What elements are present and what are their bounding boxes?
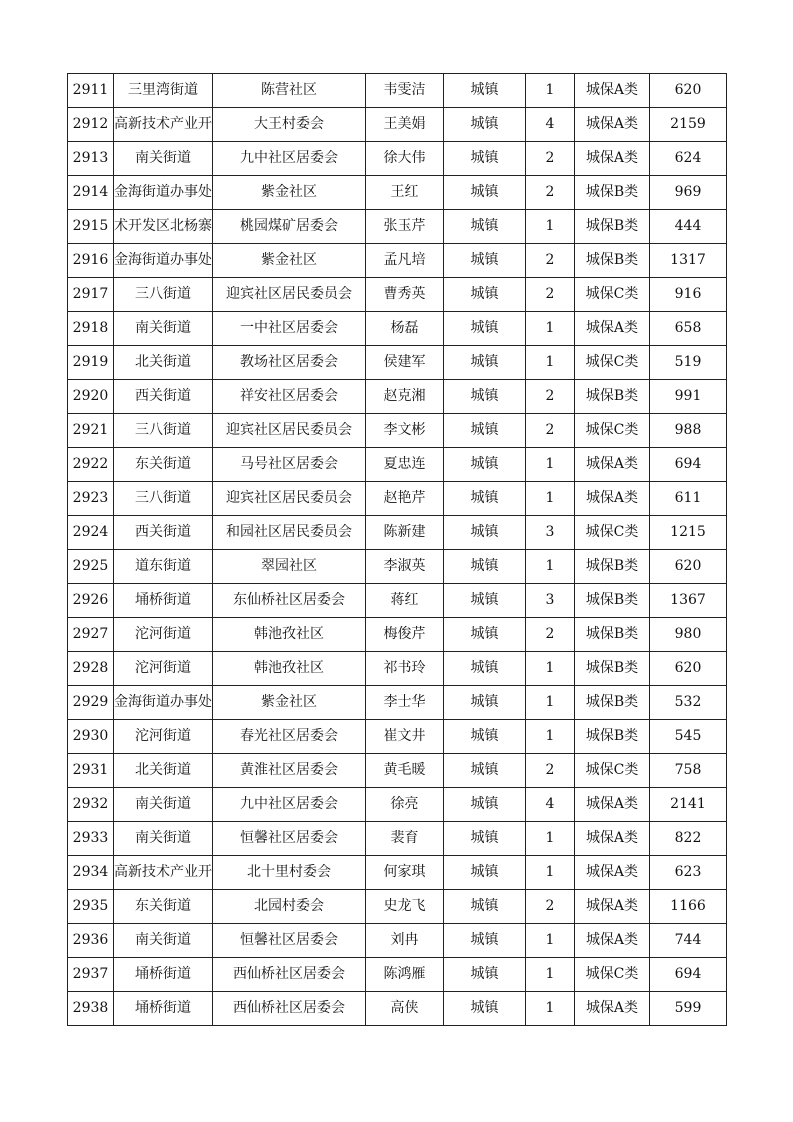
community-cell: 北十里村委会	[213, 856, 366, 890]
amount-cell: 991	[650, 380, 727, 414]
table-row	[68, 686, 727, 720]
person-name-cell: 崔文井	[366, 720, 444, 754]
street-office-cell: 金海街道办事处	[114, 244, 213, 278]
amount-cell: 444	[650, 210, 727, 244]
row-number-cell: 2927	[68, 618, 114, 652]
household-count-cell: 1	[526, 958, 575, 992]
table-body	[68, 74, 727, 1026]
area-type-cell: 城镇	[444, 754, 526, 788]
street-office-cell: 高新技术产业开	[114, 108, 213, 142]
street-office-cell: 沱河街道	[114, 652, 213, 686]
street-office-cell: 埇桥街道	[114, 584, 213, 618]
person-name-cell: 侯建军	[366, 346, 444, 380]
person-name-cell: 徐亮	[366, 788, 444, 822]
row-number-cell: 2931	[68, 754, 114, 788]
insurance-class-cell: 城保B类	[575, 380, 650, 414]
row-number-cell: 2918	[68, 312, 114, 346]
person-name-cell: 孟凡培	[366, 244, 444, 278]
insurance-class-cell: 城保B类	[575, 618, 650, 652]
row-number-cell: 2919	[68, 346, 114, 380]
insurance-class-cell: 城保A类	[575, 312, 650, 346]
household-count-cell: 1	[526, 448, 575, 482]
household-count-cell: 1	[526, 210, 575, 244]
amount-cell: 916	[650, 278, 727, 312]
insurance-class-cell: 城保A类	[575, 74, 650, 108]
area-type-cell: 城镇	[444, 312, 526, 346]
table-row	[68, 516, 727, 550]
community-cell: 一中社区居委会	[213, 312, 366, 346]
household-count-cell: 1	[526, 822, 575, 856]
amount-cell: 694	[650, 448, 727, 482]
community-cell: 韩池孜社区	[213, 618, 366, 652]
community-cell: 西仙桥社区居委会	[213, 992, 366, 1026]
person-name-cell: 陈鸿雁	[366, 958, 444, 992]
table-row	[68, 856, 727, 890]
street-office-cell: 三八街道	[114, 278, 213, 312]
row-number-cell: 2930	[68, 720, 114, 754]
street-office-cell: 金海街道办事处	[114, 686, 213, 720]
person-name-cell: 韦雯洁	[366, 74, 444, 108]
amount-cell: 822	[650, 822, 727, 856]
table-row	[68, 414, 727, 448]
insurance-class-cell: 城保A类	[575, 992, 650, 1026]
insurance-class-cell: 城保A类	[575, 924, 650, 958]
area-type-cell: 城镇	[444, 74, 526, 108]
amount-cell: 1367	[650, 584, 727, 618]
insurance-class-cell: 城保A类	[575, 142, 650, 176]
table-row	[68, 958, 727, 992]
area-type-cell: 城镇	[444, 210, 526, 244]
insurance-class-cell: 城保A类	[575, 482, 650, 516]
table-row	[68, 992, 727, 1026]
household-count-cell: 2	[526, 278, 575, 312]
insurance-class-cell: 城保C类	[575, 516, 650, 550]
area-type-cell: 城镇	[444, 822, 526, 856]
row-number-cell: 2938	[68, 992, 114, 1026]
person-name-cell: 李士华	[366, 686, 444, 720]
street-office-cell: 三里湾街道	[114, 74, 213, 108]
household-count-cell: 3	[526, 584, 575, 618]
household-count-cell: 1	[526, 74, 575, 108]
insurance-class-cell: 城保B类	[575, 550, 650, 584]
community-cell: 东仙桥社区居委会	[213, 584, 366, 618]
amount-cell: 532	[650, 686, 727, 720]
amount-cell: 620	[650, 652, 727, 686]
community-cell: 恒馨社区居委会	[213, 924, 366, 958]
row-number-cell: 2924	[68, 516, 114, 550]
amount-cell: 969	[650, 176, 727, 210]
row-number-cell: 2922	[68, 448, 114, 482]
community-cell: 黄淮社区居委会	[213, 754, 366, 788]
person-name-cell: 赵艳芹	[366, 482, 444, 516]
person-name-cell: 高侠	[366, 992, 444, 1026]
household-count-cell: 1	[526, 720, 575, 754]
area-type-cell: 城镇	[444, 516, 526, 550]
row-number-cell: 2929	[68, 686, 114, 720]
insurance-class-cell: 城保C类	[575, 278, 650, 312]
row-number-cell: 2915	[68, 210, 114, 244]
area-type-cell: 城镇	[444, 584, 526, 618]
person-name-cell: 夏忠连	[366, 448, 444, 482]
person-name-cell: 黄毛暖	[366, 754, 444, 788]
person-name-cell: 赵克湘	[366, 380, 444, 414]
table-row	[68, 788, 727, 822]
area-type-cell: 城镇	[444, 108, 526, 142]
table-row	[68, 176, 727, 210]
person-name-cell: 裴育	[366, 822, 444, 856]
street-office-cell: 沱河街道	[114, 618, 213, 652]
household-count-cell: 2	[526, 176, 575, 210]
insurance-class-cell: 城保B类	[575, 720, 650, 754]
area-type-cell: 城镇	[444, 278, 526, 312]
row-number-cell: 2912	[68, 108, 114, 142]
street-office-cell: 南关街道	[114, 312, 213, 346]
street-office-cell: 西关街道	[114, 380, 213, 414]
amount-cell: 694	[650, 958, 727, 992]
community-cell: 紫金社区	[213, 686, 366, 720]
table-row	[68, 448, 727, 482]
street-office-cell: 南关街道	[114, 924, 213, 958]
area-type-cell: 城镇	[444, 346, 526, 380]
table-row	[68, 924, 727, 958]
table-row	[68, 584, 727, 618]
amount-cell: 2141	[650, 788, 727, 822]
community-cell: 迎宾社区居民委员会	[213, 278, 366, 312]
amount-cell: 758	[650, 754, 727, 788]
area-type-cell: 城镇	[444, 448, 526, 482]
area-type-cell: 城镇	[444, 856, 526, 890]
area-type-cell: 城镇	[444, 380, 526, 414]
community-cell: 翠园社区	[213, 550, 366, 584]
household-count-cell: 1	[526, 346, 575, 380]
insurance-class-cell: 城保A类	[575, 890, 650, 924]
community-cell: 紫金社区	[213, 176, 366, 210]
community-cell: 西仙桥社区居委会	[213, 958, 366, 992]
insurance-class-cell: 城保A类	[575, 822, 650, 856]
community-cell: 祥安社区居委会	[213, 380, 366, 414]
table-row	[68, 754, 727, 788]
area-type-cell: 城镇	[444, 890, 526, 924]
amount-cell: 624	[650, 142, 727, 176]
person-name-cell: 徐大伟	[366, 142, 444, 176]
community-cell: 陈营社区	[213, 74, 366, 108]
person-name-cell: 李文彬	[366, 414, 444, 448]
insurance-class-cell: 城保B类	[575, 686, 650, 720]
person-name-cell: 曹秀英	[366, 278, 444, 312]
community-cell: 迎宾社区居民委员会	[213, 482, 366, 516]
amount-cell: 1215	[650, 516, 727, 550]
row-number-cell: 2925	[68, 550, 114, 584]
amount-cell: 519	[650, 346, 727, 380]
person-name-cell: 刘冉	[366, 924, 444, 958]
community-cell: 九中社区居委会	[213, 142, 366, 176]
community-cell: 大王村委会	[213, 108, 366, 142]
street-office-cell: 埇桥街道	[114, 992, 213, 1026]
person-name-cell: 梅俊芹	[366, 618, 444, 652]
household-count-cell: 2	[526, 890, 575, 924]
row-number-cell: 2923	[68, 482, 114, 516]
community-cell: 恒馨社区居委会	[213, 822, 366, 856]
amount-cell: 744	[650, 924, 727, 958]
insurance-class-cell: 城保B类	[575, 210, 650, 244]
street-office-cell: 三八街道	[114, 414, 213, 448]
row-number-cell: 2916	[68, 244, 114, 278]
row-number-cell: 2937	[68, 958, 114, 992]
amount-cell: 1166	[650, 890, 727, 924]
insurance-class-cell: 城保A类	[575, 788, 650, 822]
amount-cell: 980	[650, 618, 727, 652]
insurance-class-cell: 城保A类	[575, 448, 650, 482]
area-type-cell: 城镇	[444, 142, 526, 176]
row-number-cell: 2933	[68, 822, 114, 856]
street-office-cell: 南关街道	[114, 142, 213, 176]
household-count-cell: 1	[526, 992, 575, 1026]
household-count-cell: 1	[526, 652, 575, 686]
street-office-cell: 东关街道	[114, 890, 213, 924]
row-number-cell: 2913	[68, 142, 114, 176]
area-type-cell: 城镇	[444, 958, 526, 992]
row-number-cell: 2935	[68, 890, 114, 924]
row-number-cell: 2911	[68, 74, 114, 108]
amount-cell: 620	[650, 550, 727, 584]
insurance-class-cell: 城保B类	[575, 652, 650, 686]
household-count-cell: 1	[526, 686, 575, 720]
area-type-cell: 城镇	[444, 992, 526, 1026]
row-number-cell: 2917	[68, 278, 114, 312]
person-name-cell: 张玉芹	[366, 210, 444, 244]
table-row	[68, 244, 727, 278]
row-number-cell: 2928	[68, 652, 114, 686]
street-office-cell: 金海街道办事处	[114, 176, 213, 210]
insurance-class-cell: 城保B类	[575, 584, 650, 618]
amount-cell: 2159	[650, 108, 727, 142]
table-row	[68, 210, 727, 244]
insurance-class-cell: 城保B类	[575, 176, 650, 210]
table-row	[68, 618, 727, 652]
person-name-cell: 杨磊	[366, 312, 444, 346]
household-count-cell: 1	[526, 312, 575, 346]
area-type-cell: 城镇	[444, 482, 526, 516]
roster-table	[67, 73, 727, 1026]
amount-cell: 988	[650, 414, 727, 448]
amount-cell: 623	[650, 856, 727, 890]
community-cell: 迎宾社区居民委员会	[213, 414, 366, 448]
row-number-cell: 2926	[68, 584, 114, 618]
household-count-cell: 4	[526, 108, 575, 142]
street-office-cell: 高新技术产业开	[114, 856, 213, 890]
household-count-cell: 2	[526, 414, 575, 448]
community-cell: 紫金社区	[213, 244, 366, 278]
community-cell: 和园社区居民委员会	[213, 516, 366, 550]
insurance-class-cell: 城保C类	[575, 958, 650, 992]
street-office-cell: 西关街道	[114, 516, 213, 550]
amount-cell: 611	[650, 482, 727, 516]
insurance-class-cell: 城保A类	[575, 856, 650, 890]
amount-cell: 599	[650, 992, 727, 1026]
row-number-cell: 2934	[68, 856, 114, 890]
street-office-cell: 南关街道	[114, 788, 213, 822]
street-office-cell: 术开发区北杨寨	[114, 210, 213, 244]
household-count-cell: 3	[526, 516, 575, 550]
area-type-cell: 城镇	[444, 244, 526, 278]
amount-cell: 658	[650, 312, 727, 346]
area-type-cell: 城镇	[444, 550, 526, 584]
insurance-class-cell: 城保A类	[575, 108, 650, 142]
street-office-cell: 北关街道	[114, 754, 213, 788]
household-count-cell: 1	[526, 482, 575, 516]
street-office-cell: 东关街道	[114, 448, 213, 482]
street-office-cell: 南关街道	[114, 822, 213, 856]
insurance-class-cell: 城保C类	[575, 754, 650, 788]
street-office-cell: 沱河街道	[114, 720, 213, 754]
table-row	[68, 108, 727, 142]
area-type-cell: 城镇	[444, 414, 526, 448]
area-type-cell: 城镇	[444, 176, 526, 210]
table-row	[68, 822, 727, 856]
insurance-class-cell: 城保B类	[575, 244, 650, 278]
amount-cell: 1317	[650, 244, 727, 278]
household-count-cell: 1	[526, 550, 575, 584]
table-row	[68, 652, 727, 686]
insurance-class-cell: 城保C类	[575, 414, 650, 448]
street-office-cell: 道东街道	[114, 550, 213, 584]
amount-cell: 545	[650, 720, 727, 754]
household-count-cell: 4	[526, 788, 575, 822]
row-number-cell: 2914	[68, 176, 114, 210]
household-count-cell: 2	[526, 380, 575, 414]
household-count-cell: 2	[526, 142, 575, 176]
community-cell: 韩池孜社区	[213, 652, 366, 686]
table-row	[68, 278, 727, 312]
person-name-cell: 蒋红	[366, 584, 444, 618]
area-type-cell: 城镇	[444, 618, 526, 652]
household-count-cell: 1	[526, 924, 575, 958]
table-row	[68, 312, 727, 346]
community-cell: 春光社区居委会	[213, 720, 366, 754]
table-row	[68, 890, 727, 924]
person-name-cell: 何家琪	[366, 856, 444, 890]
area-type-cell: 城镇	[444, 686, 526, 720]
area-type-cell: 城镇	[444, 720, 526, 754]
community-cell: 教场社区居委会	[213, 346, 366, 380]
person-name-cell: 王美娟	[366, 108, 444, 142]
household-count-cell: 2	[526, 754, 575, 788]
table-row	[68, 550, 727, 584]
insurance-class-cell: 城保C类	[575, 346, 650, 380]
street-office-cell: 北关街道	[114, 346, 213, 380]
table-row	[68, 482, 727, 516]
household-count-cell: 2	[526, 618, 575, 652]
community-cell: 马号社区居委会	[213, 448, 366, 482]
community-cell: 桃园煤矿居委会	[213, 210, 366, 244]
area-type-cell: 城镇	[444, 788, 526, 822]
table-row	[68, 380, 727, 414]
person-name-cell: 祁书玲	[366, 652, 444, 686]
row-number-cell: 2921	[68, 414, 114, 448]
area-type-cell: 城镇	[444, 924, 526, 958]
row-number-cell: 2920	[68, 380, 114, 414]
row-number-cell: 2932	[68, 788, 114, 822]
household-count-cell: 1	[526, 856, 575, 890]
table-row	[68, 142, 727, 176]
street-office-cell: 三八街道	[114, 482, 213, 516]
row-number-cell: 2936	[68, 924, 114, 958]
person-name-cell: 史龙飞	[366, 890, 444, 924]
person-name-cell: 王红	[366, 176, 444, 210]
amount-cell: 620	[650, 74, 727, 108]
community-cell: 九中社区居委会	[213, 788, 366, 822]
area-type-cell: 城镇	[444, 652, 526, 686]
table-row	[68, 720, 727, 754]
household-count-cell: 2	[526, 244, 575, 278]
person-name-cell: 李淑英	[366, 550, 444, 584]
person-name-cell: 陈新建	[366, 516, 444, 550]
street-office-cell: 埇桥街道	[114, 958, 213, 992]
community-cell: 北园村委会	[213, 890, 366, 924]
table-row	[68, 346, 727, 380]
table-row	[68, 74, 727, 108]
